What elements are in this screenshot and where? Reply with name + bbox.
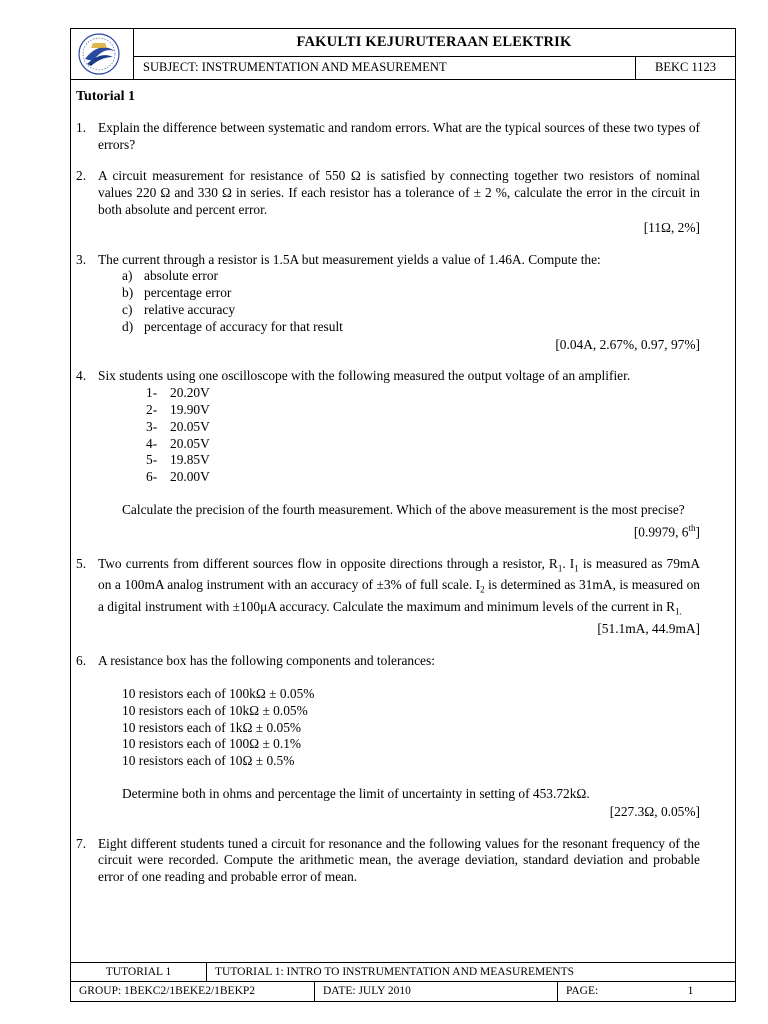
reading-value: 19.90V: [170, 401, 210, 417]
sub-question-item: [122, 268, 700, 285]
text-part: . I: [562, 556, 575, 571]
component-item: 10 resistors each of 10Ω ± 0.5%: [122, 753, 295, 769]
component-item: 10 resistors each of 100kΩ ± 0.05%: [122, 686, 315, 701]
question-4: [76, 368, 700, 541]
question-text: The current through a resistor is 1.5A but measurement yields a value of 1.46A. Compute the:: [98, 251, 601, 267]
reading-value: 20.20V: [170, 385, 210, 401]
subscript: 1.: [675, 606, 682, 617]
footer-title: TUTORIAL 1: INTRO TO INSTRUMENTATION AND MEASUREMENTS: [215, 966, 574, 978]
reading-label: 2-: [146, 401, 158, 417]
tutorial-content: [76, 87, 700, 901]
question-number: 3.: [76, 251, 87, 267]
footer-date: DATE: JULY 2010: [315, 981, 558, 1001]
sub-question-label: b): [122, 285, 134, 301]
voltage-reading: [146, 419, 700, 436]
university-logo-icon: [71, 29, 131, 79]
document-header: [71, 29, 735, 80]
reading-label: 3-: [146, 418, 158, 434]
answer-key: [0.04A, 2.67%, 0.97, 97%]: [555, 336, 700, 352]
answer-key: [98, 520, 700, 541]
sub-question-label: d): [122, 318, 134, 334]
reading-label: 6-: [146, 469, 158, 485]
reading-label: 5-: [146, 452, 158, 468]
sub-question-text: absolute error: [144, 268, 218, 284]
answer-key: [11Ω, 2%]: [643, 219, 700, 235]
question-text: Six students using one oscilloscope with the following measured the output voltage of an amplifier.: [98, 368, 631, 384]
question-number: 7.: [76, 835, 87, 851]
footer-row-top: [71, 963, 735, 982]
component-item: 10 resistors each of 10kΩ ± 0.05%: [122, 702, 308, 718]
question-number: 1.: [76, 119, 87, 135]
question-5: [76, 556, 700, 638]
voltage-reading: [146, 469, 700, 486]
sub-question-item: [122, 285, 700, 302]
question-text: A circuit measurement for resistance of 550 Ω is satisfied by connecting together two resistors of nominal values 220 Ω and 330 Ω in series. If each resistor has a tolerance of ± 2 %, calculate the error in the circuit in both absolute and percent error.: [98, 168, 700, 217]
sub-question-text: relative accuracy: [144, 301, 236, 317]
voltage-reading: [146, 385, 700, 402]
sub-question-item: [122, 302, 700, 319]
question-number: 5.: [76, 556, 87, 571]
reading-value: 19.85V: [170, 452, 210, 468]
component-list: [98, 686, 700, 770]
document-frame: [70, 28, 736, 1002]
question-text: Eight different students tuned a circuit for resonance and the following values for the resonant frequency of the circuit were recorded. Compute the arithmetic mean, the average deviation, standard deviation and probable error of one reading and probable error of mean.: [98, 835, 700, 885]
text-part: is measured as 79mA on a 100mA analog instrument with an accuracy of ±3% of full scale. I: [98, 556, 701, 593]
answer-superscript: th: [688, 522, 696, 533]
question-text: A resistance box has the following components and tolerances:: [98, 653, 435, 669]
question-text: Explain the difference between systematic and random errors. What are the typical sources of these two types of errors?: [98, 119, 700, 152]
question-text: [98, 556, 700, 620]
subscript: 1: [557, 563, 563, 574]
answer-key: [51.1mA, 44.9mA]: [597, 621, 700, 637]
question-6: [76, 653, 700, 820]
text-part: Two currents from different sources flow in opposite directions through a resistor, R: [98, 556, 558, 571]
subject-title: SUBJECT: INSTRUMENTATION AND MEASUREMENT: [133, 56, 636, 79]
question-2: [76, 168, 700, 236]
course-code: BEKC 1123: [655, 60, 716, 74]
question-number: 4.: [76, 368, 87, 384]
sub-question-label: c): [122, 301, 133, 317]
sub-question-label: a): [122, 268, 133, 284]
question-1: [76, 120, 700, 154]
voltage-readings-list: [98, 385, 700, 486]
question-number: 6.: [76, 653, 87, 669]
component-item: 10 resistors each of 100Ω ± 0.1%: [122, 736, 302, 752]
component-item: 10 resistors each of 1kΩ ± 0.05%: [122, 719, 302, 735]
reading-value: 20.05V: [170, 435, 210, 451]
document-footer: [71, 962, 735, 1001]
question-followup: Determine both in ohms and percentage the limit of uncertainty in setting of 453.72kΩ.: [122, 785, 590, 801]
question-number: 2.: [76, 168, 87, 184]
reading-value: 20.00V: [170, 469, 210, 485]
tutorial-title: Tutorial 1: [76, 89, 135, 104]
answer-key: [227.3Ω, 0.05%]: [609, 803, 700, 819]
question-3: [76, 252, 700, 354]
university-logo: [71, 29, 134, 79]
sub-question-text: percentage of accuracy for that result: [144, 318, 343, 334]
question-7: [76, 836, 700, 886]
voltage-reading: [146, 436, 700, 453]
sub-question-item: [122, 319, 700, 336]
sub-question-text: percentage error: [144, 285, 232, 301]
footer-tutorial: TUTORIAL 1: [71, 963, 207, 981]
faculty-name: FAKULTI KEJURUTERAAN ELEKTRIK: [133, 29, 735, 57]
reading-value: 20.05V: [170, 418, 210, 434]
subscript: 2: [480, 585, 485, 596]
footer-page-number: 1: [687, 985, 694, 997]
question-followup: Calculate the precision of the fourth measurement. Which of the above measurement is the most precise?: [122, 501, 685, 517]
voltage-reading: [146, 402, 700, 419]
subscript: 1: [574, 563, 579, 574]
reading-label: 4-: [146, 435, 158, 451]
reading-label: 1-: [146, 385, 158, 401]
footer-group: GROUP: 1BEKC2/1BEKE2/1BEKP2: [71, 981, 315, 1001]
text-part: is determined as 31mA, is measured on a digital instrument with ±100μA accuracy. Calculate the maximum and minimum levels of the current in R: [98, 577, 700, 614]
sub-question-list: [98, 268, 700, 335]
answer-main: [0.9979, 6: [633, 524, 689, 540]
answer-end: ]: [695, 524, 700, 540]
voltage-reading: [146, 452, 700, 469]
footer-row-bottom: [71, 981, 735, 1001]
footer-page-label: PAGE:: [566, 985, 599, 997]
